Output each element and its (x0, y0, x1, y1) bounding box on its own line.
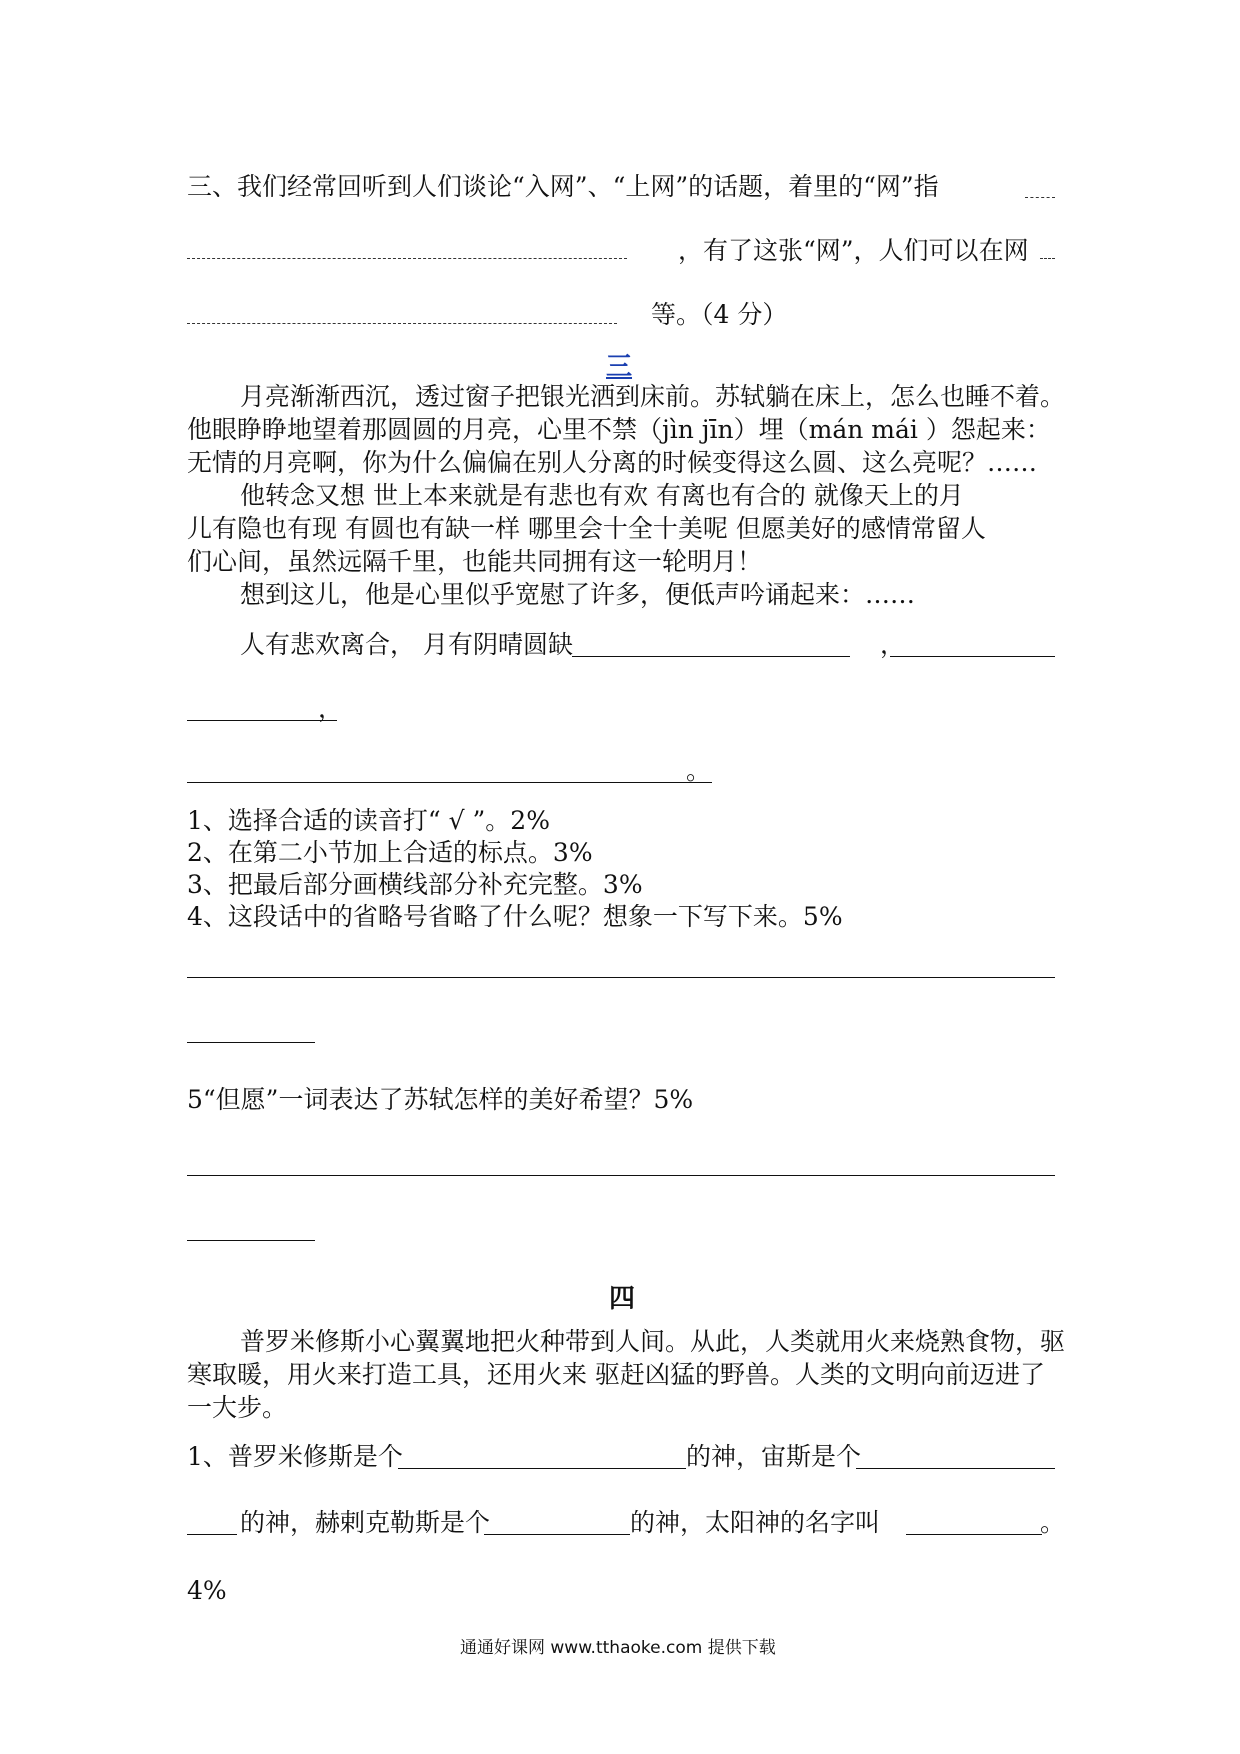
passage-line: 他眼睁睁地望着那圆圆的月亮，心里不禁（jìn jīn）埋（mán mái ）怨起来： (187, 415, 1051, 444)
sec4-score: 4% (187, 1576, 227, 1605)
answer-blank[interactable] (187, 1534, 237, 1535)
q3-line2: ，有了这张“网”，人们可以在网 (678, 236, 1029, 265)
answer-line[interactable] (187, 1175, 1055, 1176)
passage-line: 们心间，虽然远隔千里，也能共同拥有这一轮明月！ (187, 547, 763, 576)
passage-line: 一大步。 (187, 1393, 288, 1422)
answer-blank[interactable] (906, 1534, 1042, 1535)
question-3: 3、把最后部分画横线部分补充完整。3% (187, 870, 643, 899)
passage-line: 他转念又想 世上本来就是有悲也有欢 有离也有合的 就像天上的月 (240, 481, 964, 510)
passage-line: 无情的月亮啊，你为什么偏偏在别人分离的时候变得这么圆、这么亮呢？…… (187, 448, 1038, 477)
question-2: 2、在第二小节加上合适的标点。3% (187, 838, 593, 867)
answer-line[interactable] (187, 977, 1055, 978)
section-heading-3[interactable]: 三 (606, 352, 633, 382)
page-footer: 通通好课网 www.tthaoke.com 提供下载 (460, 1638, 776, 1658)
answer-blank[interactable] (484, 1534, 630, 1535)
answer-blank[interactable] (398, 1468, 686, 1469)
answer-blank[interactable] (890, 656, 1055, 657)
poem-period: 。 (686, 756, 712, 785)
passage-line: 儿有隐也有现 有圆也有缺一样 哪里会十全十美呢 但愿美好的感情常留人 (187, 514, 986, 543)
answer-blank[interactable] (856, 1468, 1055, 1469)
question-5: 5“但愿”一词表达了苏轼怎样的美好希望？5% (187, 1085, 694, 1114)
answer-blank[interactable] (572, 656, 850, 657)
sec4-question-1c: 的神，赫剌克勒斯是个 (240, 1508, 491, 1537)
passage-line: 月亮渐渐西沉，透过窗子把银光洒到床前。苏轼躺在床上，怎么也睡不着。 (240, 382, 1066, 411)
passage-line: 普罗米修斯小心翼翼地把火种带到人间。从此，人类就用火来烧熟食物，驱 (240, 1327, 1066, 1356)
passage-line: 寒取暖，用火来打造工具，还用火来 驱赶凶猛的野兽。人类的文明向前迈进了 (187, 1360, 1045, 1389)
sec4-question-1d: 的神，太阳神的名字叫 (630, 1508, 881, 1537)
sec4-question-1e: 。 (1040, 1508, 1066, 1537)
answer-blank[interactable] (187, 720, 337, 721)
answer-blank[interactable] (1025, 197, 1055, 198)
answer-line[interactable] (187, 1240, 315, 1241)
answer-blank[interactable] (187, 258, 627, 259)
section-heading-4: 四 (609, 1284, 636, 1314)
answer-blank[interactable] (187, 782, 712, 783)
answer-blank[interactable] (1040, 258, 1055, 259)
question-1: 1、选择合适的读音打“ √ ”。2% (187, 806, 550, 835)
poem-line: 人有悲欢离合， 月有阴晴圆缺 (240, 630, 573, 659)
poem-comma: ， (880, 630, 906, 659)
q3-line3: 等。（4 分） (651, 300, 788, 329)
sec4-question-1b: 的神，宙斯是个 (686, 1442, 862, 1471)
sec4-question-1a: 1、普罗米修斯是个 (187, 1442, 403, 1471)
answer-blank[interactable] (187, 323, 617, 324)
poem-comma: ， (318, 694, 344, 723)
question-4: 4、这段话中的省略号省略了什么呢？想象一下写下来。5% (187, 902, 843, 931)
q3-line1: 三、我们经常回听到人们谈论“入网”、“上网”的话题，着里的“网”指 (187, 172, 939, 201)
answer-line[interactable] (187, 1042, 315, 1043)
passage-line: 想到这儿，他是心里似乎宽慰了许多，便低声吟诵起来：…… (240, 580, 916, 609)
